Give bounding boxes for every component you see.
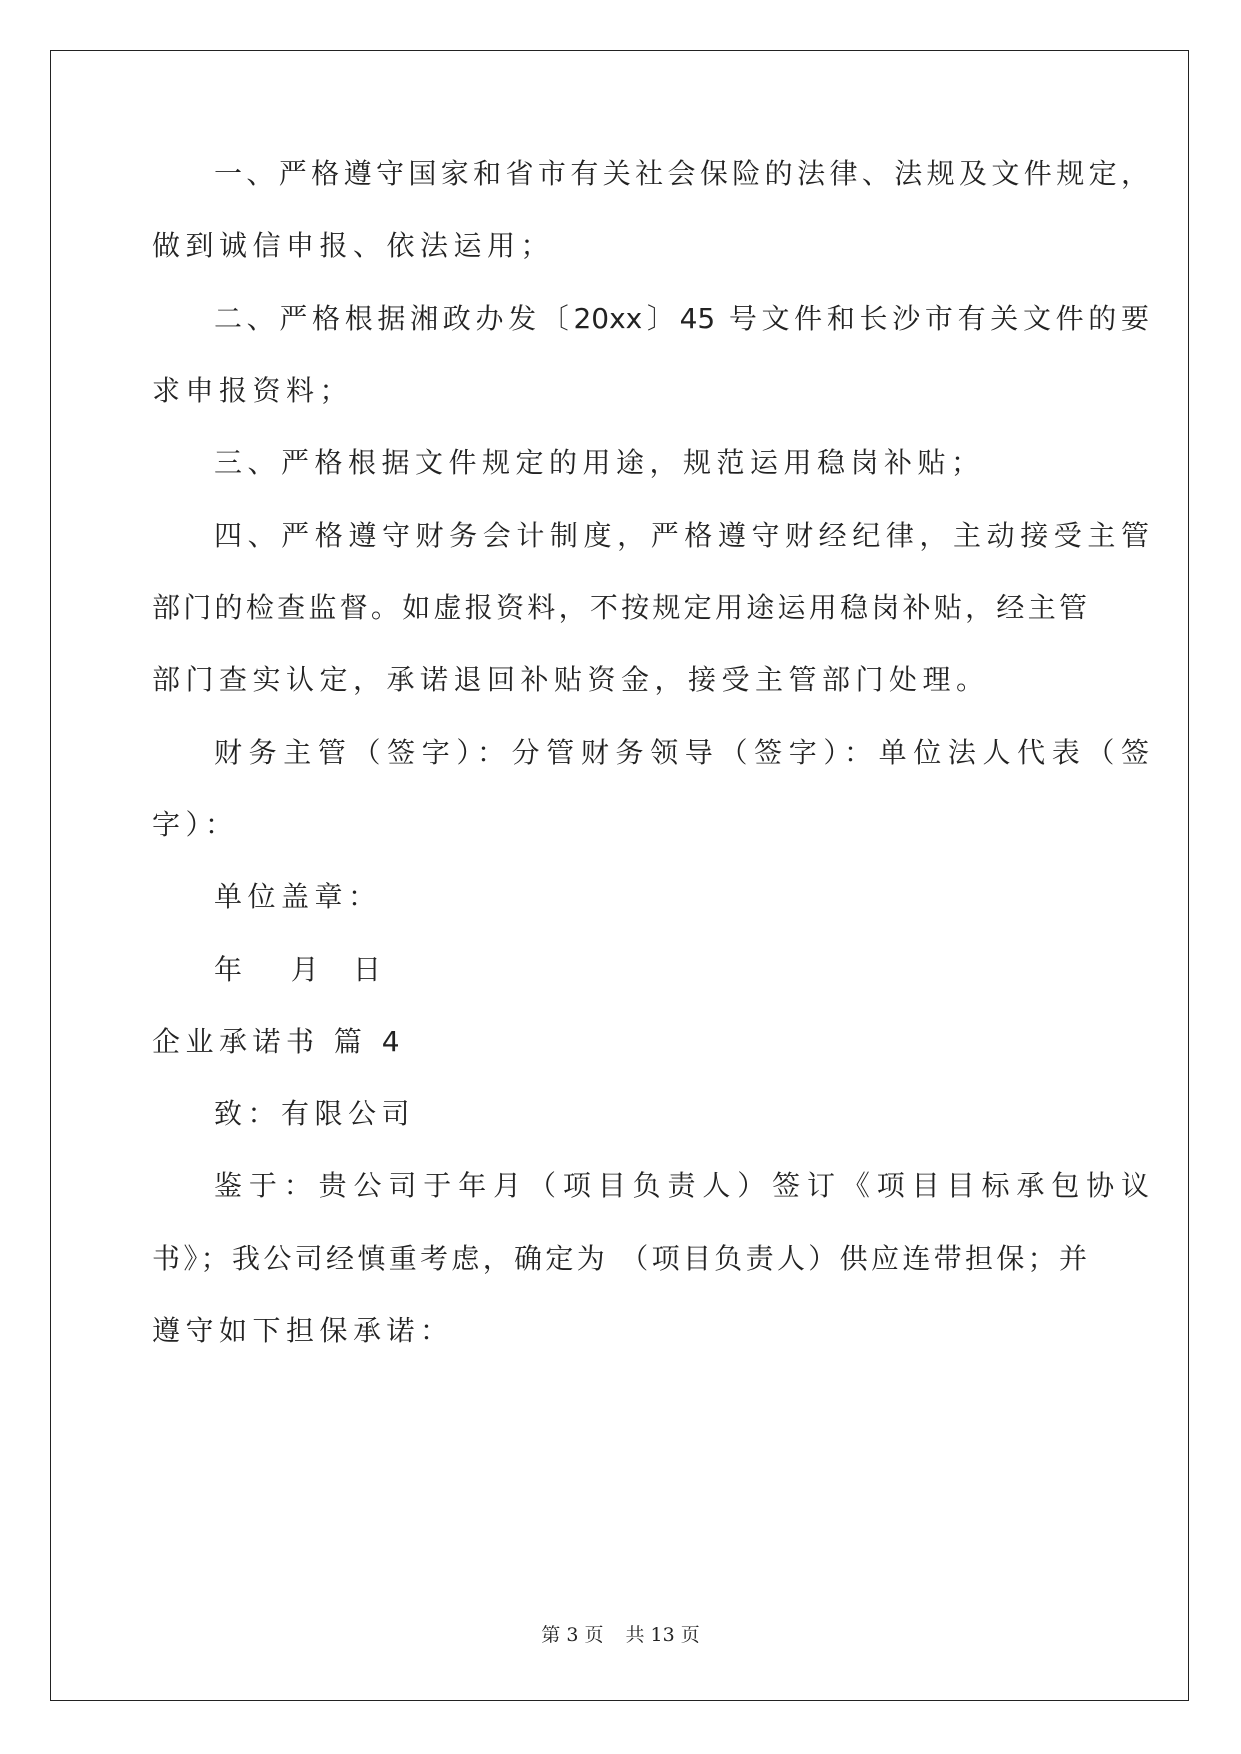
guarantee-line-2: 书》；我公司经慎重考虑，确定为 （项目负责人）供应连带担保；并: [152, 1242, 1087, 1275]
clause-4-line-2: 部门的检查监督。如虚报资料，不按规定用途运用稳岗补贴，经主管: [152, 591, 1087, 624]
clause-1-line-1: 一、严格遵守国家和省市有关社会保险的法律、法规及文件规定，: [214, 157, 1149, 190]
clause-4-line-1: 四、严格遵守财务会计制度，严格遵守财经纪律，主动接受主管: [214, 519, 1149, 552]
clause-2-line-1: 二、严格根据湘政办发〔20xx〕45 号文件和长沙市有关文件的要: [214, 302, 1149, 335]
addressee: 致：有限公司: [214, 1097, 416, 1130]
unit-seal: 单位盖章：: [214, 880, 382, 913]
guarantee-line-1: 鉴于：贵公司于年月（项目负责人）签订《项目目标承包协议: [214, 1169, 1149, 1202]
page-total: 共 13 页: [625, 1624, 700, 1646]
page-footer: [0, 1623, 1241, 1647]
clause-2-line-2: 求申报资料；: [152, 374, 354, 407]
guarantee-line-3: 遵守如下担保承诺：: [152, 1314, 454, 1347]
signatures-line-2: 字）：: [152, 808, 239, 841]
clause-1-line-2: 做到诚信申报、依法运用；: [152, 229, 555, 262]
signatures-line-1: 财务主管（签字）：分管财务领导（签字）：单位法人代表（签: [214, 736, 1149, 769]
date-line: 年 月 日: [214, 953, 387, 986]
section-heading: 企业承诺书 篇 4: [152, 1025, 406, 1058]
page-border: [50, 50, 1189, 1701]
clause-4-line-3: 部门查实认定，承诺退回补贴资金，接受主管部门处理。: [152, 663, 990, 696]
page-number: 第 3 页: [541, 1624, 604, 1646]
clause-3: 三、严格根据文件规定的用途，规范运用稳岗补贴；: [214, 446, 985, 479]
